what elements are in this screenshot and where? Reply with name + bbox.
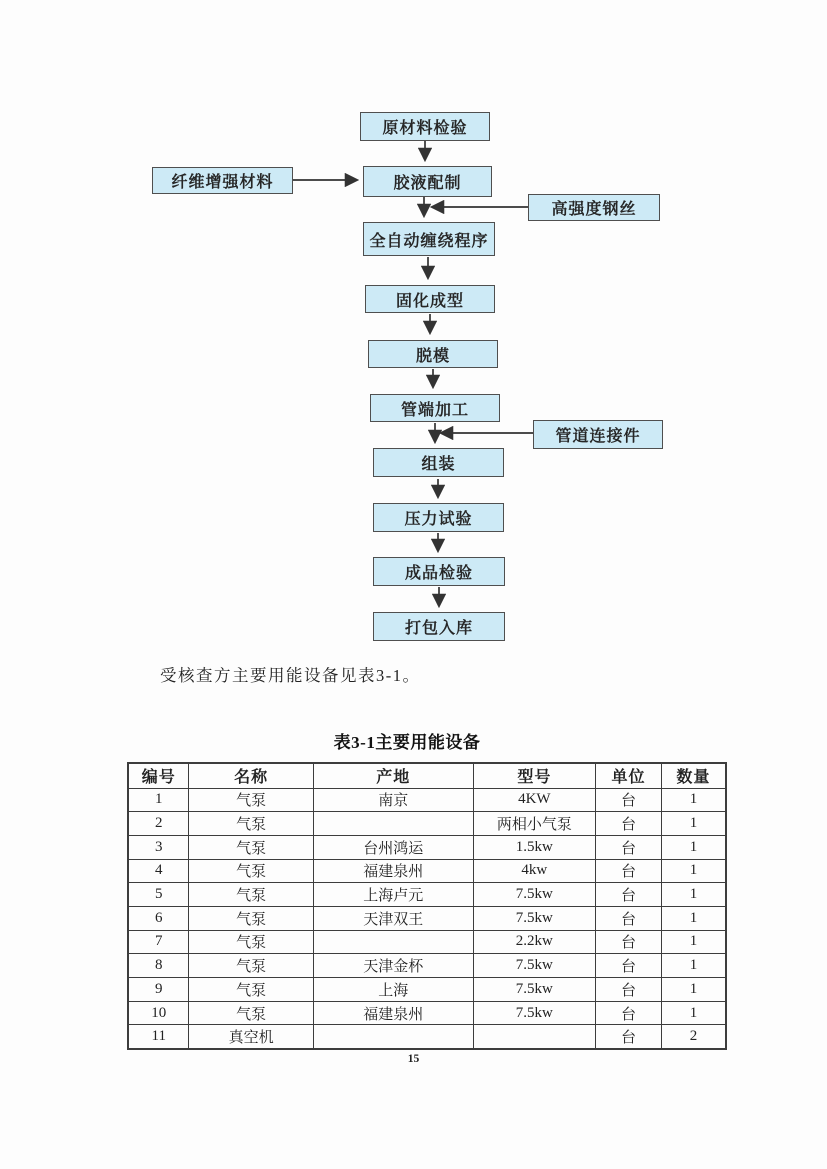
column-header: 型号 [473, 763, 596, 788]
table-row [128, 1001, 726, 1025]
table-cell: 2 [128, 812, 189, 836]
column-header: 产地 [313, 763, 473, 788]
flowchart-node-fiber-reinforced-material: 纤维增强材料 [152, 167, 293, 194]
table-cell [313, 812, 473, 836]
table-row [128, 1025, 726, 1049]
table-cell: 1 [661, 906, 726, 930]
table-cell: 台 [596, 1001, 662, 1025]
table-cell: 福建泉州 [313, 1001, 473, 1025]
table-cell: 3 [128, 835, 189, 859]
table-cell: 气泵 [189, 954, 313, 978]
table-cell [473, 1025, 596, 1049]
table-cell: 气泵 [189, 788, 313, 812]
table-cell: 7.5kw [473, 978, 596, 1002]
table-cell: 5 [128, 883, 189, 907]
table-cell: 福建泉州 [313, 859, 473, 883]
table-cell: 台 [596, 978, 662, 1002]
flowchart-node-curing-molding: 固化成型 [365, 285, 495, 313]
table-row [128, 978, 726, 1002]
table-row [128, 883, 726, 907]
table-cell: 7 [128, 930, 189, 954]
table-cell: 1 [661, 883, 726, 907]
table-cell: 1.5kw [473, 835, 596, 859]
table-cell: 两相小气泵 [473, 812, 596, 836]
table-row [128, 930, 726, 954]
flowchart-node-demolding: 脱模 [368, 340, 498, 368]
table-cell: 气泵 [189, 906, 313, 930]
table-cell: 8 [128, 954, 189, 978]
table-cell: 上海卢元 [313, 883, 473, 907]
table-cell: 上海 [313, 978, 473, 1002]
table-cell: 1 [128, 788, 189, 812]
body-paragraph: 受核查方主要用能设备见表3-1。 [160, 666, 421, 685]
table-cell: 天津双王 [313, 906, 473, 930]
page-number: 15 [407, 1053, 420, 1065]
table-cell: 台 [596, 954, 662, 978]
table-cell: 1 [661, 954, 726, 978]
table-cell: 气泵 [189, 859, 313, 883]
table-cell: 1 [661, 835, 726, 859]
table-row [128, 812, 726, 836]
table-row [128, 835, 726, 859]
table-cell: 台 [596, 1025, 662, 1049]
table-row [128, 859, 726, 883]
table-cell: 台 [596, 930, 662, 954]
table-cell: 台 [596, 906, 662, 930]
table-row [128, 906, 726, 930]
flowchart-node-automatic-winding: 全自动缠绕程序 [363, 222, 495, 256]
table-cell: 台 [596, 835, 662, 859]
table-cell: 1 [661, 788, 726, 812]
flowchart-node-finished-product-inspection: 成品检验 [373, 557, 505, 586]
table-cell: 台州鸿运 [313, 835, 473, 859]
table-cell: 气泵 [189, 978, 313, 1002]
table-cell: 台 [596, 859, 662, 883]
table-title: 表3-1主要用能设备 [333, 733, 481, 752]
table-cell: 7.5kw [473, 954, 596, 978]
table-header-row [128, 763, 726, 788]
table-cell: 台 [596, 883, 662, 907]
table-cell: 4kw [473, 859, 596, 883]
flowchart-node-raw-material-inspection: 原材料检验 [360, 112, 490, 141]
table-cell: 台 [596, 812, 662, 836]
table-cell: 7.5kw [473, 883, 596, 907]
table-cell [313, 1025, 473, 1049]
table-cell: 气泵 [189, 883, 313, 907]
column-header: 单位 [596, 763, 662, 788]
flowchart-node-high-strength-steel-wire: 高强度钢丝 [528, 194, 660, 221]
table-row [128, 954, 726, 978]
table-cell: 11 [128, 1025, 189, 1049]
table-cell: 2 [661, 1025, 726, 1049]
table-row [128, 788, 726, 812]
table-cell: 1 [661, 930, 726, 954]
table-cell [313, 930, 473, 954]
flowchart-node-assembly: 组装 [373, 448, 504, 477]
table-cell: 6 [128, 906, 189, 930]
flowchart-node-pipe-end-processing: 管端加工 [370, 394, 500, 422]
equipment-table [127, 762, 727, 1050]
table-cell: 气泵 [189, 812, 313, 836]
table-cell: 7.5kw [473, 1001, 596, 1025]
table-cell: 4 [128, 859, 189, 883]
flowchart-node-pressure-test: 压力试验 [373, 503, 504, 532]
column-header: 数量 [661, 763, 726, 788]
column-header: 名称 [189, 763, 313, 788]
table-cell: 气泵 [189, 835, 313, 859]
table-cell: 天津金杯 [313, 954, 473, 978]
table-cell: 9 [128, 978, 189, 1002]
table-cell: 台 [596, 788, 662, 812]
table-cell: 南京 [313, 788, 473, 812]
column-header: 编号 [128, 763, 189, 788]
table-cell: 2.2kw [473, 930, 596, 954]
flowchart-node-glue-preparation: 胶液配制 [363, 166, 492, 197]
table-cell: 真空机 [189, 1025, 313, 1049]
table-cell: 1 [661, 978, 726, 1002]
table-cell: 7.5kw [473, 906, 596, 930]
table-cell: 1 [661, 812, 726, 836]
table-cell: 1 [661, 1001, 726, 1025]
table-cell: 4KW [473, 788, 596, 812]
flowchart-node-packing-warehousing: 打包入库 [373, 612, 505, 641]
table-cell: 1 [661, 859, 726, 883]
table-cell: 气泵 [189, 1001, 313, 1025]
table-cell: 气泵 [189, 930, 313, 954]
table-cell: 10 [128, 1001, 189, 1025]
flowchart-node-pipe-connectors: 管道连接件 [533, 420, 663, 449]
